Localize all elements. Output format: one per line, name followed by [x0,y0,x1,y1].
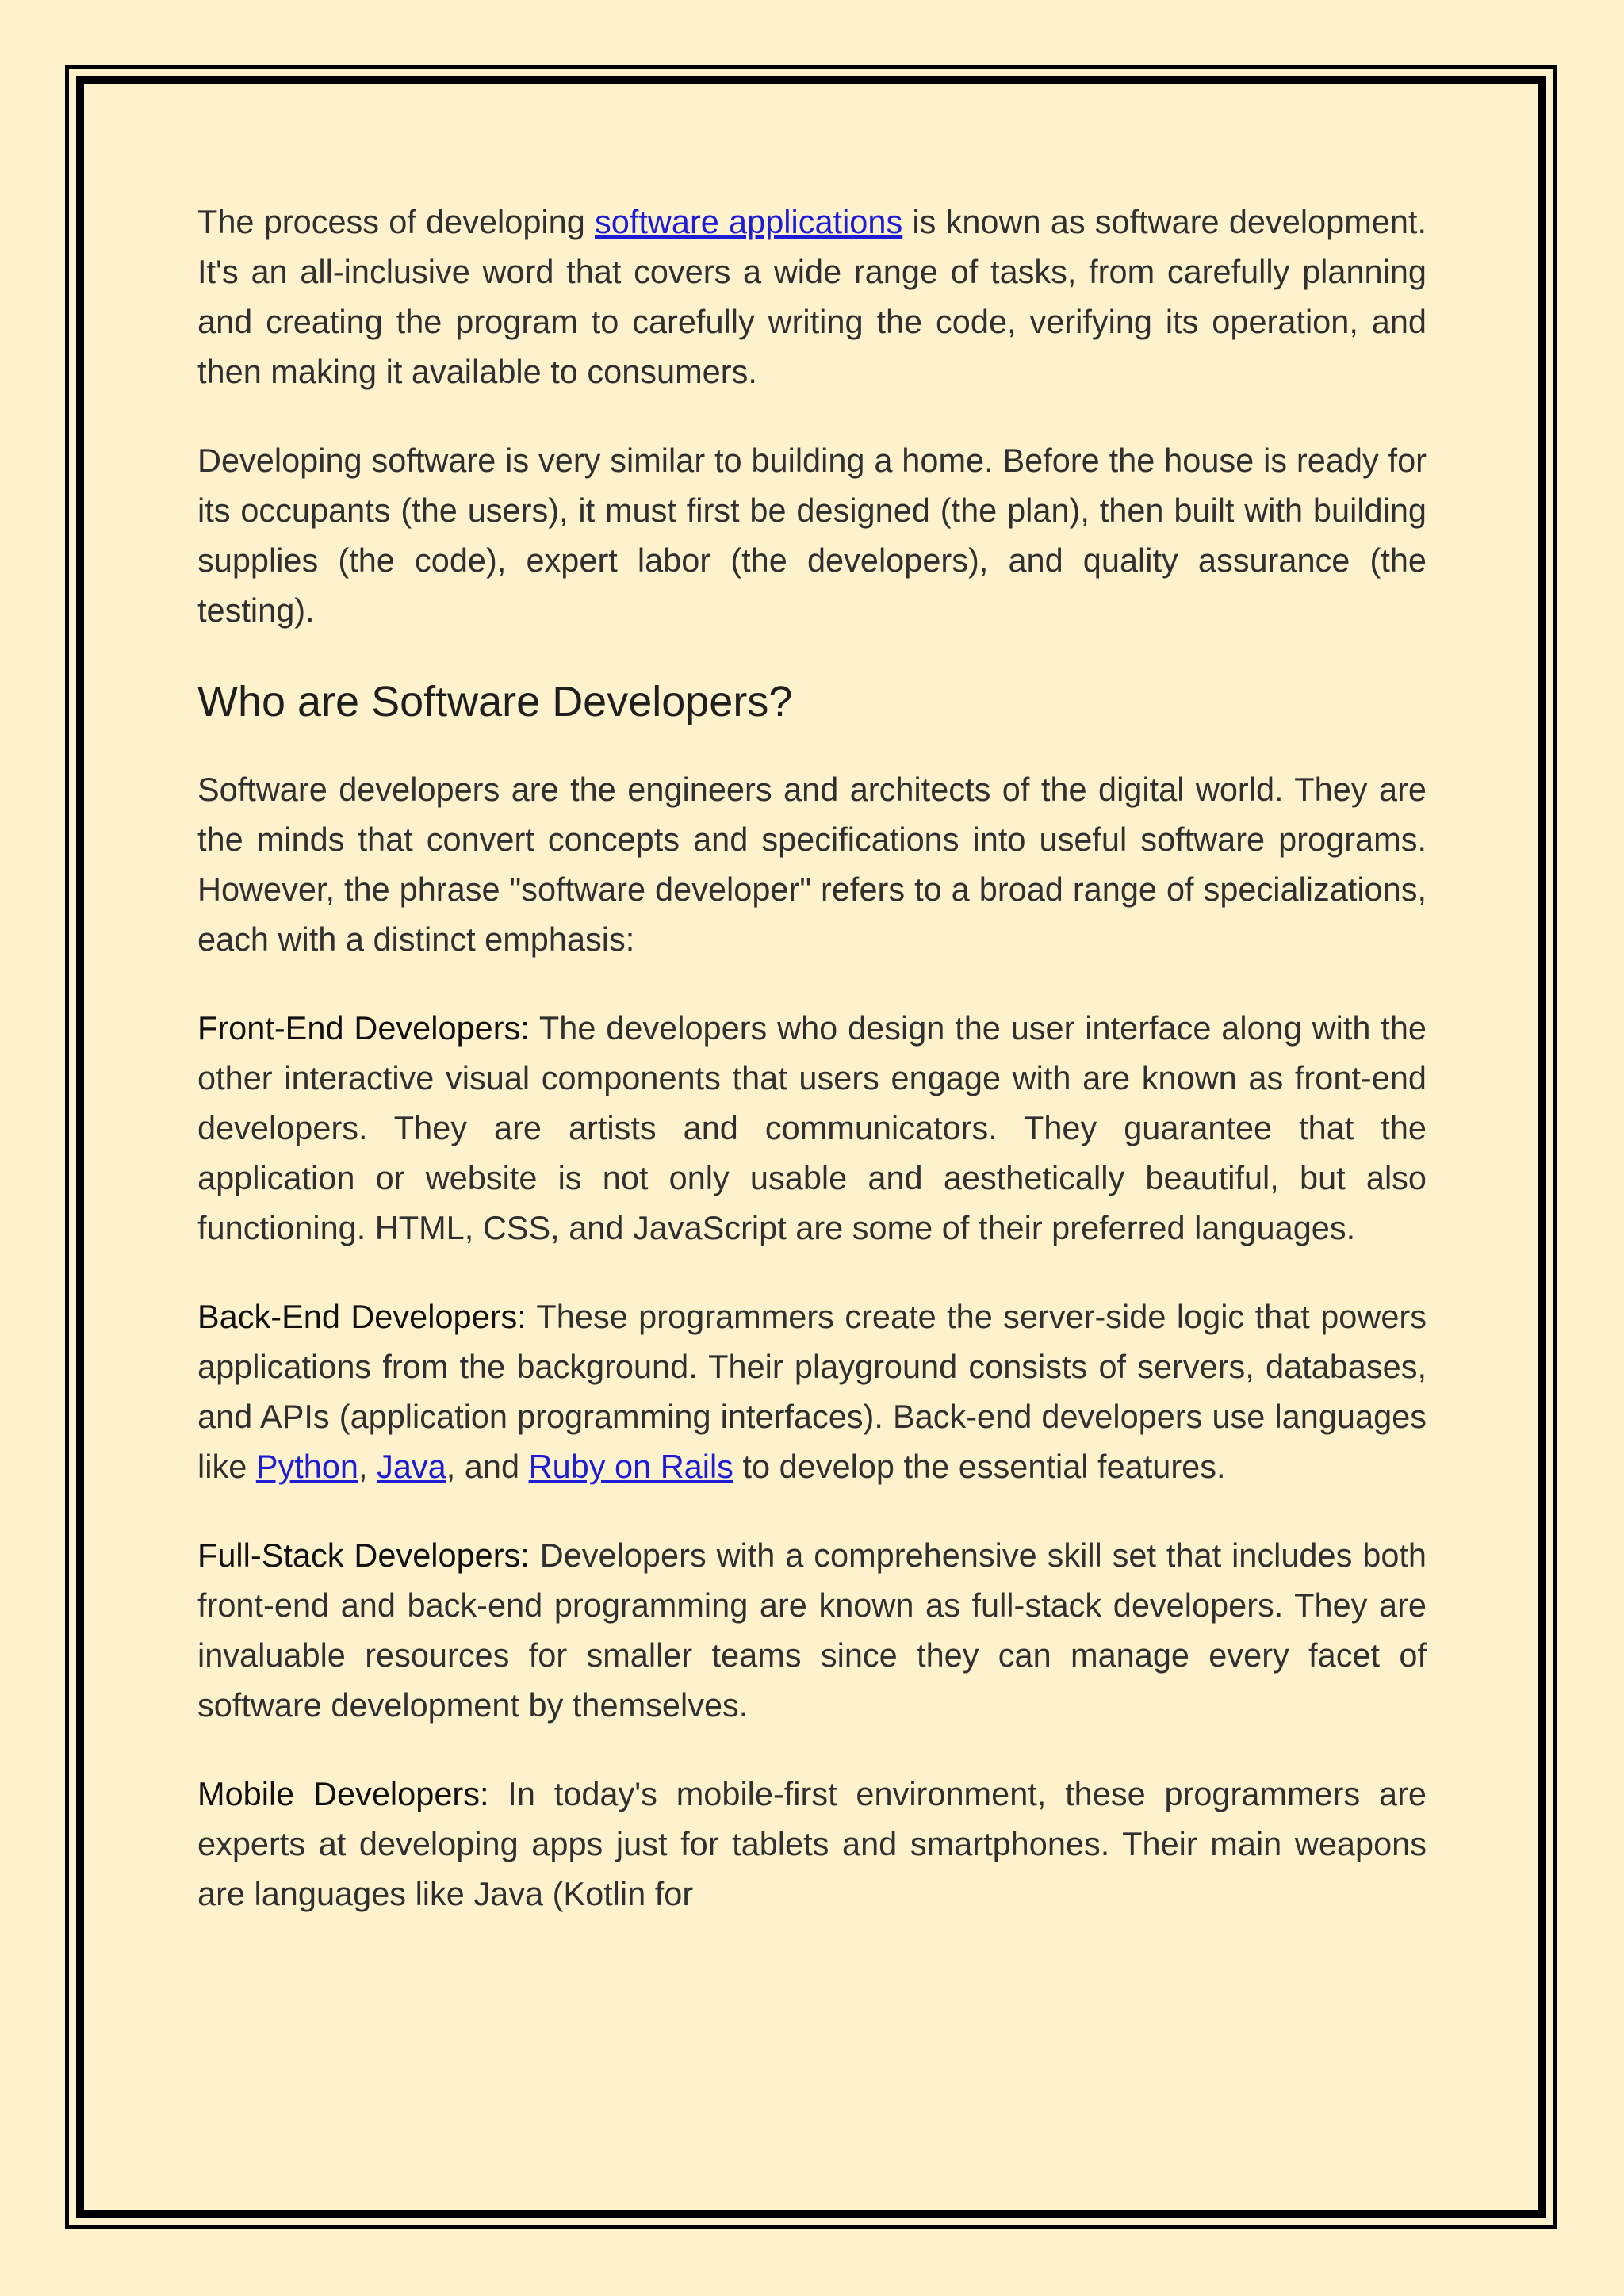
java-link[interactable]: Java [377,1448,446,1485]
intro-paragraph-1: The process of developing software applications is known as software development. It's an all-inclusive word that covers a wide range of tasks, from carefully planning and creating the program to carefully writing the code, verifying its operation, and then making it available to consumers. [197,203,1427,390]
python-link[interactable]: Python [255,1448,359,1485]
mobile-term: Mobile Developers: [197,1775,489,1812]
backend-term: Back-End Developers: [197,1298,527,1335]
fullstack-term: Full-Stack Developers: [197,1536,530,1574]
document-body [197,197,1427,1957]
intro-paragraph-2: Developing software is very similar to building a home. Before the house is ready for its occupants (the users), it must first be designed (the plan), then built with building supplies (the code), expert labor (the developers), and quality assurance (the testing). [197,442,1427,629]
software-applications-link[interactable]: software applications [595,203,903,240]
ruby-on-rails-link[interactable]: Ruby on Rails [528,1448,733,1485]
frontend-paragraph: Front-End Developers: The developers who design the user interface along with the other interactive visual components that users engage with are known as front-end developers. They are artists and communicators. They guarantee that the application or website is not only usable and aesthetically beautiful, but also functioning. HTML, CSS, and JavaScript are some of their preferred languages. [197,1009,1427,1246]
section-lead-paragraph: Software developers are the engineers and architects of the digital world. They are the minds that convert concepts and specifications into useful software programs. However, the phrase "software developer" refers to a broad range of specializations, each with a distinct emphasis: [197,771,1427,958]
section-heading: Who are Software Developers? [197,678,793,725]
mobile-paragraph: Mobile Developers: In today's mobile-first environment, these programmers are experts at developing apps just for tablets and smartphones. Their main weapons are languages like Java (Kotlin for [197,1775,1427,1912]
fullstack-paragraph: Full-Stack Developers: Developers with a comprehensive skill set that includes both front-end and back-end programming are known as full-stack developers. They are invaluable resources for smaller teams since they can manage every facet of software development by themselves. [197,1536,1427,1724]
frontend-term: Front-End Developers: [197,1009,530,1047]
backend-paragraph: Back-End Developers: These programmers create the server-side logic that powers applications from the background. Their playground consists of servers, databases, and APIs (application programming interfaces). Back-end developers use languages like Python, Java, and Ruby on Rails to develop the essential features. [197,1298,1427,1485]
